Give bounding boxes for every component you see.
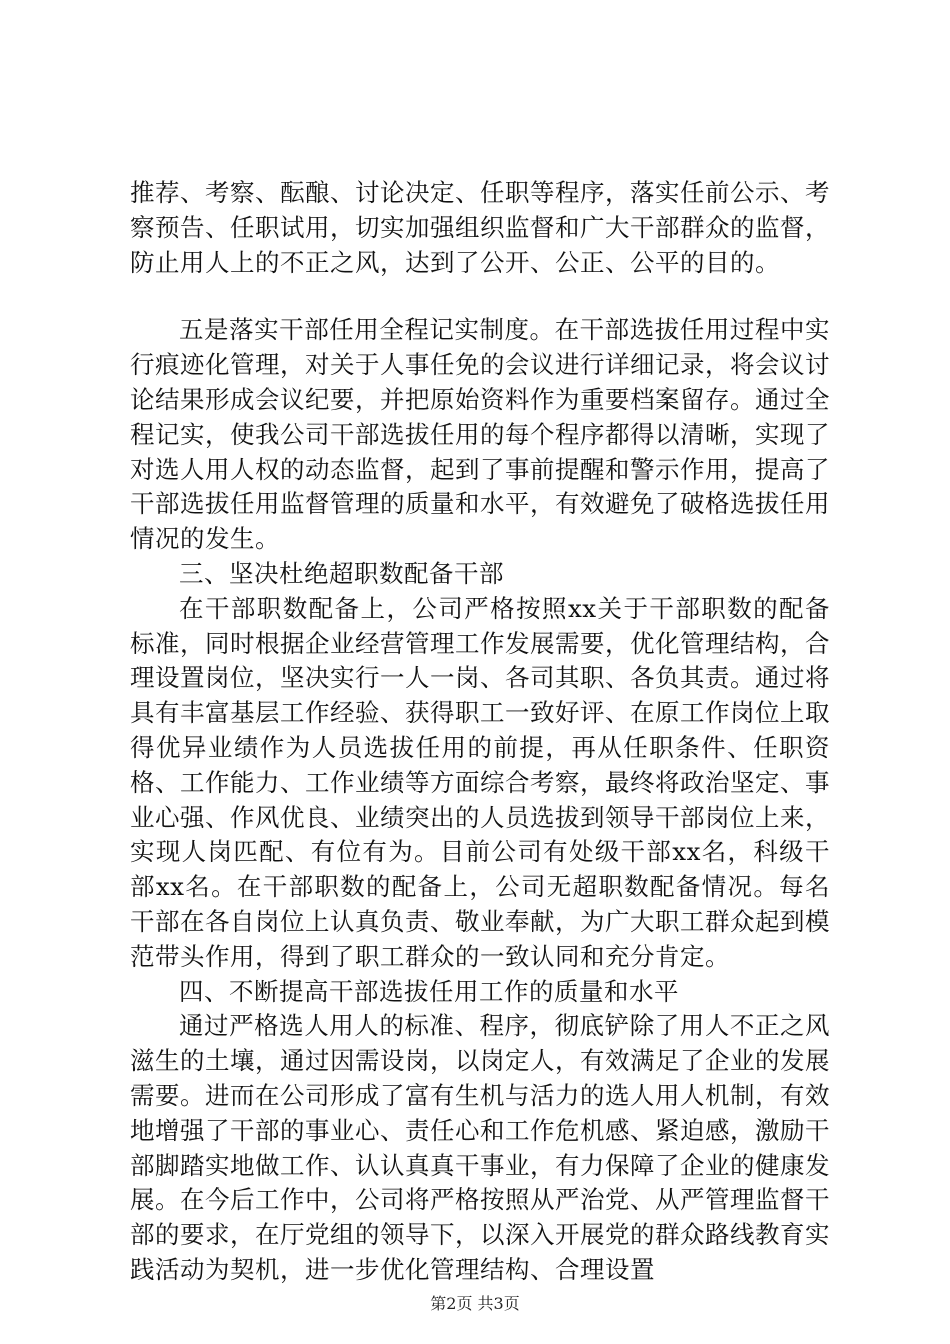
page-number-footer: 第2页 共3页 (430, 1294, 520, 1313)
paragraph-cadre-quota: 在干部职数配备上，公司严格按照xx关于干部职数的配备标准，同时根据企业经营管理工作发展需要，优化管理结构，合理设置岗位，坚决实行一人一岗、各司其职、各负其责。通过将具有丰富基层工作经验、获得职工一致好评、在原工作岗位上取得优异业绩作为人员选拔任用的前提，再从任职条件、任职资格、工作能力、工作业绩等方面综合考察，最终将政治坚定、事业心强、作风优良、业绩突出的人员选拔到领导干部岗位上来，实现人岗匹配、有位有为。目前公司有处级干部xx名，科级干部xx名。在干部职数的配备上，公司无超职数配备情况。每名干部在各自岗位上认真负责、敬业奉献，为广大职工群众起到模范带头作用，得到了职工群众的一致认同和充分肯定。 (130, 593, 830, 971)
paragraph-continuation: 推荐、考察、酝酿、讨论决定、任职等程序，落实任前公示、考察预告、任职试用，切实加强组织监督和广大干部群众的监督，防止用人上的不正之风，达到了公开、公正、公平的目的。 (130, 178, 830, 277)
paragraph-quality-improvement: 通过严格选人用人的标准、程序，彻底铲除了用人不正之风滋生的土壤，通过因需设岗，以岗定人，有效满足了企业的发展需要。进而在公司形成了富有生机与活力的选人用人机制，有效地增强了干部的事业心、责任心和工作危机感、紧迫感，激励干部脚踏实地做工作、认认真真干事业，有力保障了企业的健康发展。在今后工作中，公司将严格按照从严治党、从严管理监督干部的要求，在厅党组的领导下，以深入开展党的群众路线教育实践活动为契机，进一步优化管理结构、合理设置 (130, 1011, 830, 1284)
section-heading-four: 四、不断提高干部选拔任用工作的质量和水平 (179, 976, 679, 1006)
section-heading-three: 三、坚决杜绝超职数配备干部 (179, 558, 504, 588)
document-body (130, 176, 830, 1288)
paragraph-five-record-system: 五是落实干部任用全程记实制度。在干部选拔任用过程中实行痕迹化管理，对关于人事任免的会议进行详细记录，将会议讨论结果形成会议纪要，并把原始资料作为重要档案留存。通过全程记实，使我公司干部选拔任用的每个程序都得以清晰，实现了对选人用人权的动态监督，起到了事前提醒和警示作用，提高了干部选拔任用监督管理的质量和水平，有效避免了破格选拔任用情况的发生。 (130, 315, 830, 554)
